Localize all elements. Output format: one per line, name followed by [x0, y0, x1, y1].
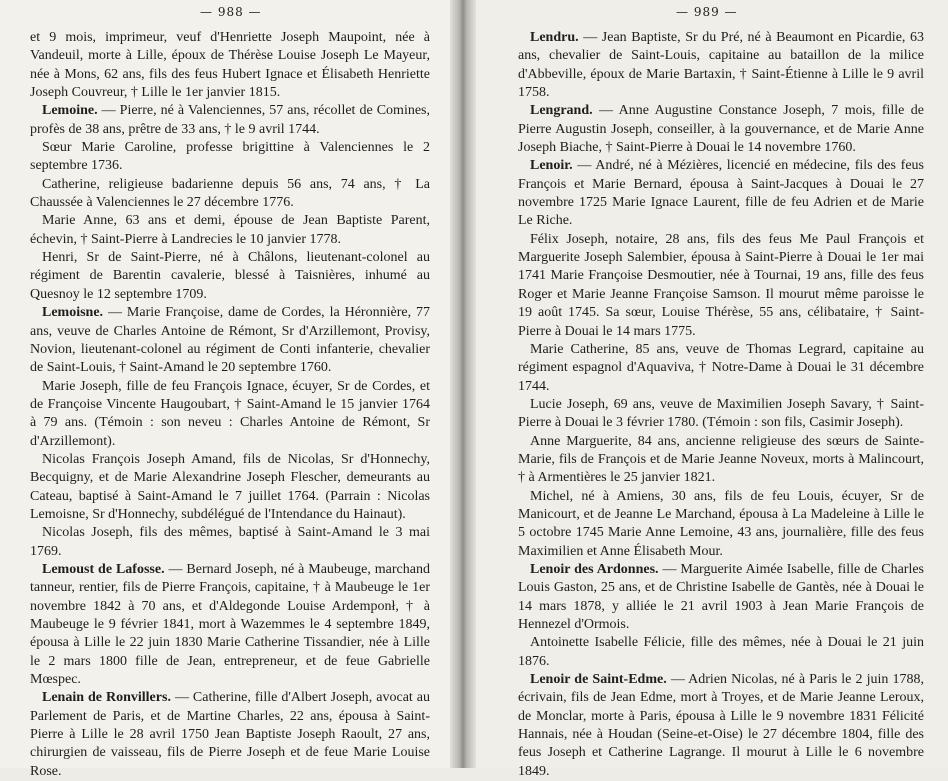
page-number-right: — 989 —: [676, 5, 738, 19]
entry-text: [30, 176, 430, 213]
entry-headword: Lenoir de Saint-Edme.: [530, 672, 667, 688]
entry-body: Sœur Marie Caroline, professe brigittine à Valenciennes le 2 septembre 1736.: [30, 140, 430, 174]
entry-body: — André, né à Mézières, licencié en médecine, fils des feus François et Marie Bernard, épousa à Saint-Jacques à Douai le 27 novembre 1725 Marie Ignace Laurent, fille de feu Adrien et de Marie Le Riche.: [518, 158, 924, 229]
book-gutter: [450, 0, 476, 768]
entry-text: [30, 378, 430, 451]
page-text-right: [518, 29, 924, 781]
entry-headword: Lemoine.: [42, 103, 98, 119]
entry-body: Michel, né à Amiens, 30 ans, fils de feu Louis, écuyer, Sr de Manicourt, et de Jeanne Le Marchand, épousa à La Madeleine à Lille le 5 octobre 1745 Marie Anne Lemoine, 43 ans, journalière, fille des feus Maximilien et Anne Élisabeth Mour.: [518, 488, 924, 559]
entry-body: Marie Anne, 63 ans et demi, épouse de Jean Baptiste Parent, échevin, † Saint-Pierre à Landrecies le 10 janvier 1778.: [30, 213, 430, 247]
entry-body: Lucie Joseph, 69 ans, veuve de Maximilien Joseph Savary, † Saint-Pierre à Douai le 3 février 1780. (Témoin : son fils, Casimir Joseph).: [518, 396, 924, 431]
entry-body: Nicolas Joseph, fils des mêmes, baptisé à Saint-Amand le 3 mai 1769.: [30, 525, 430, 559]
entry-text: [30, 139, 430, 176]
entry-body: Félix Joseph, notaire, 28 ans, fils des feus Me Paul François et Marguerite Joseph Salembier, épousa à Saint-Pierre à Douai le 1er mai 1741 Marie Françoise Desmoutier, née à Tournai, 19 ans, fille des feus Roger et Marie Jeanne Françoise Samson. Il mourut même paroisse le 19 août 1745. Sa sœur, Louise Thérèse, 55 ans, célibataire, † Saint-Pierre à Douai le 14 mars 1775.: [518, 231, 924, 339]
right-page: [462, 0, 948, 779]
entry-text: [30, 689, 430, 781]
entry-body: — Bernard Joseph, né à Maubeuge, marchand tanneur, rentier, fils de Pierre François, capitaine, † à Maubeuge le 1er novembre 1842 à 70 ans, et d'Aldegonde Louise Ardemponł, † à Maubeuge le 9 février 1841, mort à Wazemmes le 4 septembre 1849, épousa à Lille le 22 juin 1830 Marie Catherine Tissandier, née à Lille le 2 mars 1800 fille de Jean, entrepreneur, et de feue Gabrielle Mœspec.: [30, 561, 430, 688]
entry-headword: Lemoisne.: [42, 305, 104, 321]
entry-body: Marie Joseph, fille de feu François Ignace, écuyer, Sr de Cordes, et de Françoise Vincente Haugoubart, † Saint-Amand le 15 janvier 1764 à 79 ans. (Témoin : son neveu : Charles Antoine de Rémont, Sr d'Arzillemont).: [30, 378, 430, 449]
entry-text: [30, 29, 430, 102]
entry-text: [518, 488, 924, 561]
entry-body: — Marie Françoise, dame de Cordes, la Héronnière, 77 ans, veuve de Charles Antoine de Rémont, Sr d'Arzillemont, Provisy, Novion, lieutenant-colonel au régiment de Conti infanterie, chevalier de Saint-Louis, † Saint-Amand le 20 septembre 1760.: [30, 305, 430, 376]
entry-headword: Lemoust de Lafosse.: [42, 561, 165, 577]
entry-text: [30, 304, 430, 377]
entry-text: [518, 561, 924, 634]
entry-text: [518, 102, 924, 157]
entry-text: [518, 671, 924, 781]
entry-body: — Jean Baptiste, Sr du Pré, né à Beaumont en Picardie, 63 ans, chevalier de Saint-Louis, capitaine au bataillon de la milice d'Abbeville, époux de Marie Bartaxin, † Saint-Étienne à Lille le 9 avril 1758.: [518, 30, 924, 101]
entry-headword: Lendru.: [530, 30, 579, 45]
left-page: [0, 0, 462, 779]
entry-text: [30, 212, 430, 249]
entry-body: Anne Marguerite, 84 ans, ancienne religieuse des sœurs de Sainte-Marie, fils de François et de Marie Jeanne Noveux, morts à Malincourt, † à Armentières le 25 janvier 1821.: [518, 433, 924, 486]
entry-body: Marie Catherine, 85 ans, veuve de Thomas Legrard, capitaine au régiment espagnol d'Aquaviva, † Notre-Dame à Douai le 31 décembre 1744.: [518, 341, 924, 394]
entry-headword: Lengrand.: [530, 103, 593, 119]
entry-text: [30, 102, 430, 139]
entry-body: et 9 mois, imprimeur, veuf d'Henriette Joseph Maupoint, née à Vandeuil, morte à Lille, époux de Thérèse Louise Joseph Le Mayeur, née à Mons, 62 ans, fils des feus Hubert Ignace et Élisabeth Henriette Joseph Couvreur, † Lille le 1er janvier 1815.: [30, 30, 430, 101]
entry-body: — Anne Augustine Constance Joseph, 7 mois, fille de Pierre Augustin Joseph, conseiller, à la gouvernance, et de Marie Anne Joseph Biache, † Saint-Pierre à Douai le 14 novembre 1760.: [518, 103, 924, 156]
entry-headword: Lenoir.: [530, 158, 573, 174]
page-text-left: [30, 29, 430, 781]
entry-text: [518, 231, 924, 341]
entry-headword: Lenoir des Ardonnes.: [530, 561, 659, 577]
entry-body: — Marguerite Aimée Isabelle, fille de Charles Louis Gaston, 25 ans, et de Christine Isabelle de Gantès, née à Douai le 14 mars 1878, y alliée le 21 avril 1903 à Jean Marie François de Hennezel d'Ormois.: [518, 561, 924, 632]
entry-body: — Pierre, né à Valenciennes, 57 ans, récollet de Comines, profès de 38 ans, prêtre de 33 ans, † le 9 avril 1744.: [30, 103, 430, 137]
entry-text: [518, 341, 924, 396]
entry-headword: Lenain de Ronvillers.: [42, 690, 171, 706]
entry-text: [518, 634, 924, 671]
entry-text: [518, 396, 924, 433]
entry-body: — Catherine, fille d'Albert Joseph, avocat au Parlement de Paris, et de Martine Charles, 22 ans, épousa à Saint-Pierre à Lille le 28 avril 1750 Jean Baptiste Joseph Raoult, 27 ans, chirurgien de vaisseau, fils de Pierre Joseph et de feue Marie Louise Rose.: [30, 690, 431, 779]
entry-body: Antoinette Isabelle Félicie, fille des mêmes, née à Douai le 21 juin 1876.: [518, 635, 924, 669]
entry-text: [30, 561, 430, 689]
entry-body: Henri, Sr de Saint-Pierre, né à Châlons, lieutenant-colonel au régiment de Barentin cavalerie, blessé à Taisnières, inhumé au Quesnoy le 12 septembre 1709.: [30, 250, 430, 302]
entry-body: — Adrien Nicolas, né à Paris le 2 juin 1788, écrivain, fils de Jean Edme, mort à Troyes, et de Marie Jeanne Leroux, de Monclar, morte à Paris, épousa à Lille le 9 novembre 1831 Félicité Hannais, née à Houdan (Seine-et-Oise) le 27 décembre 1804, fille des feus Joseph et Catherine Lagrange. Il mourut à Lille le 6 novembre 1849.: [518, 672, 924, 779]
entry-text: [30, 451, 430, 524]
entry-body: Nicolas François Joseph Amand, fils de Nicolas, Sr d'Honnechy, Becquigny, et de Marie Alexandrine Joseph Flescher, demeurants au Cateau, baptisé à Saint-Amand le 7 juillet 1764. (Parrain : Nicolas Lemoisne, Sr d'Honnechy, subdélégué de l'Intendance du Hainaut).: [30, 451, 430, 522]
page-number-left: — 988 —: [200, 5, 262, 19]
entry-text: [30, 249, 430, 304]
entry-body: Catherine, religieuse badarienne depuis 56 ans, 74 ans, † La Chaussée à Valenciennes le 27 décembre 1776.: [30, 176, 430, 211]
entry-text: [518, 157, 924, 230]
entry-text: [518, 433, 924, 488]
entry-text: [30, 524, 430, 561]
entry-text: [518, 29, 924, 102]
